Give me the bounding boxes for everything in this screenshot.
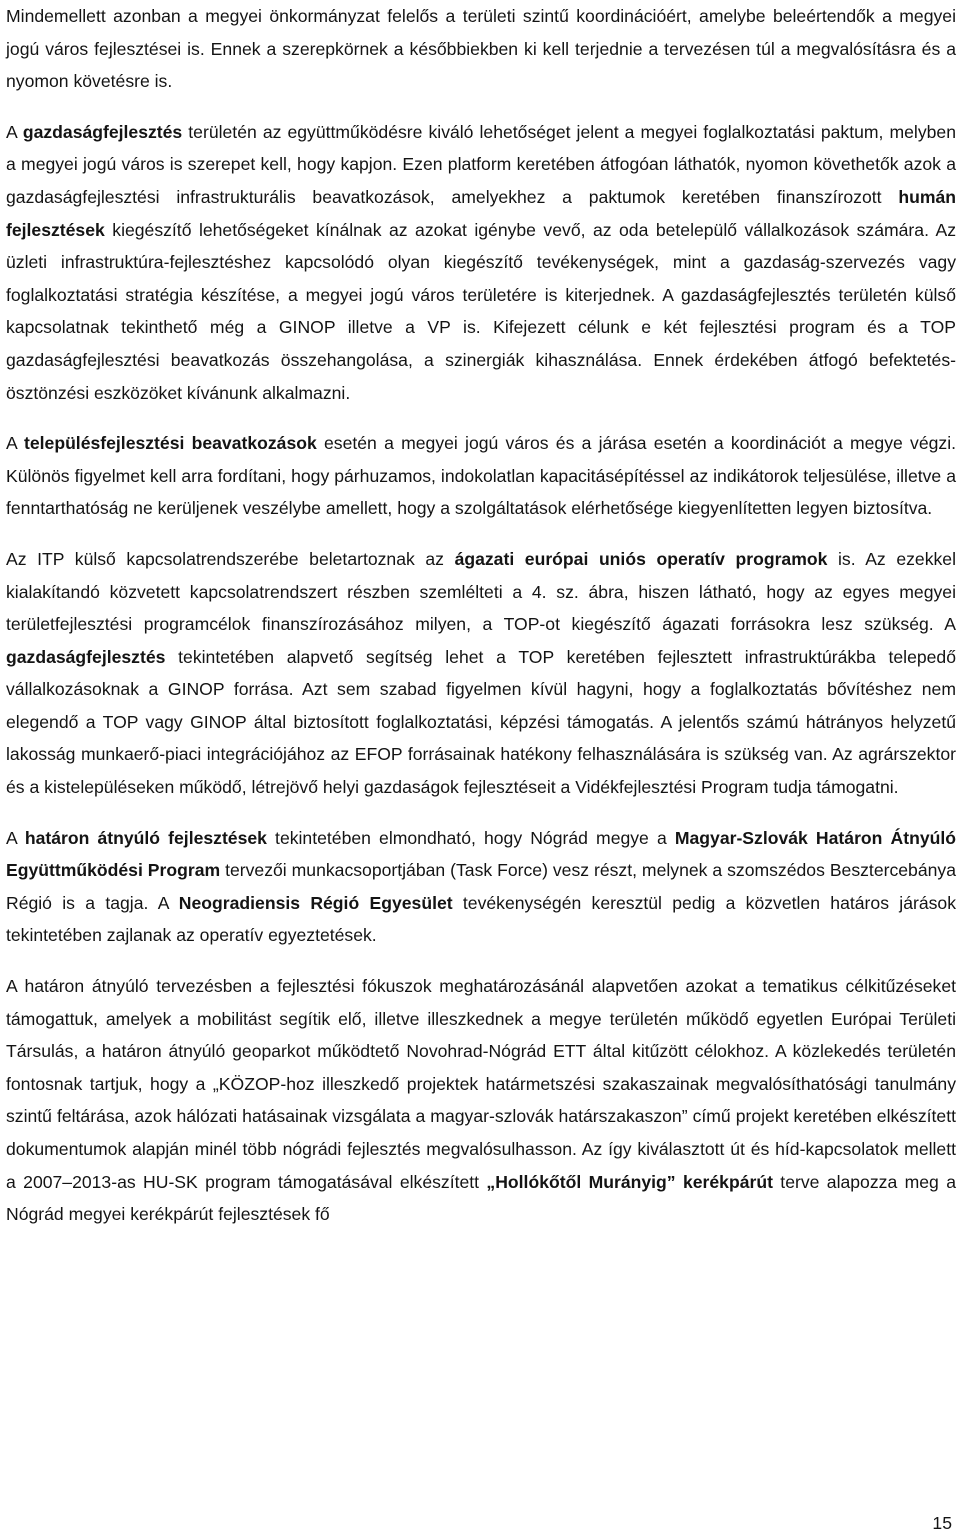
paragraph-cross-border [6,822,956,952]
text: A [6,433,24,454]
text: is. Az ezekkel kialakítandó közvetett kapcsolatrendszert részben szemlélteti a 4. sz. ábra, hiszen látható, hogy az egyes megyei területfejlesztési programcélok finanszírozásához milyen, a TOP-ot kiegészítő ágazati forrásokra lesz szükség. A [6,548,956,635]
paragraph-operational-programs [6,543,956,804]
bold-term: településfejlesztési beavatkozások [24,433,317,454]
page-number: 15 [932,1513,952,1533]
bold-term: humán fejlesztések [6,186,956,240]
document-page [6,0,956,1231]
text: tekintetében elmondható, hogy Nógrád megye a [266,827,675,848]
bold-term: Magyar-Szlovák Határon Átnyúló Együttműködési Program [6,827,956,881]
bold-term: „Hollókőtől Murányig” kerékpárút [486,1171,773,1192]
bold-term: ágazati európai uniós operatív programok [454,548,828,569]
bold-term: gazdaságfejlesztés [22,121,183,142]
bold-term: határon átnyúló fejlesztések [24,827,267,848]
paragraph-cross-border-planning [6,970,956,1231]
text: tervezői munkacsoportjában (Task Force) vesz részt, melynek a szomszédos Besztercebánya Régió is a tagja. A [6,860,956,913]
paragraph-settlement-development [6,427,956,525]
text: tekintetében alapvető segítség lehet a TOP keretében fejlesztett infrastruktúrákba telepedő vállalkozásoknak a GINOP forrása. Azt sem szabad figyelmen kívül hagyni, hogy a foglalkoztatás bővítéshez nem elegendő a TOP vagy GINOP által biztosított foglalkoztatási, képzési támogatás. A jelentős számú hátrányos helyzetű lakosság munkaerő-piaci integrációjához az EFOP forrásainak hatékony felhasználására is szükség van. Az agrárszektor és a kistelepüléseken működő, létrejövő helyi gazdaságok fejlesztéseit a Vidékfejlesztési Program tudja támogatni. [6,646,956,798]
text: A [6,827,25,848]
text: Mindemellett azonban a megyei önkormányzat felelős a területi szintű koordinációért, amelybe beleértendők a megyei jogú város fejlesztései is. Ennek a szerepkörnek a későbbiekben ki kell terjednie a tervezésen túl a megvalósításra és a nyomon követésre is. [6,6,956,92]
text: A [6,121,23,142]
text: A határon átnyúló tervezésben a fejlesztési fókuszok meghatározásánál alapvetően azokat a tematikus célkitűzéseket támogattuk, amelyek a mobilitást segítik elő, illetve illeszkednek a megye területén működő egyetlen Európai Területi Társulás, a határon átnyúló geoparkot működtető Novohrad-Nógrád ETT által kitűzött célokhoz. A közlekedés területén fontosnak tartjuk, hogy a „KÖZOP-hoz illeszkedő projektek határmetszési szakaszainak megvalósíthatósági tanulmány szintű feltárása, azok hálózati hatásainak vizsgálata a magyar-szlovák határszakaszon” című projekt keretében elkészített dokumentumok alapján minél több nógrádi fejlesztés megvalósulhasson. Az így kiválasztott út és híd-kapcsolatok mellett a 2007–2013-as HU-SK program támogatásával elkészített [6,976,956,1192]
text: esetén a megyei jogú város és a járása esetén a koordinációt a megye végzi. Különös figyelmet kell arra fordítani, hogy párhuzamos, indokolatlan kapacitásépítéssel az indikátorok teljesülése, illetve a fenntarthatóság ne kerüljenek veszélybe amellett, hogy a szolgáltatások elérhetősége kiegyenlítetten legyen biztosítva. [6,433,956,519]
text: területén az együttműködésre kiváló lehetőséget jelent a megyei foglalkoztatási paktum, melyben a megyei jogú város is szerepet kell, hogy kapjon. Ezen platform keretében átfogóan láthatók, nyomon követhetők azok a gazdaságfejlesztési infrastrukturális beavatkozások, amelyekhez a paktumok keretében finanszírozott [6,121,956,207]
bold-term: gazdaságfejlesztés [6,646,166,667]
bold-term: Neogradiensis Régió Egyesület [178,892,453,913]
paragraph-coordination [6,0,956,98]
text: kiegészítő lehetőségeket kínálnak az azokat igénybe vevő, az oda betelepülő vállalkozások számára. Az üzleti infrastruktúra-fejlesztéshez kapcsolódó olyan kiegészítő tevékenységek, mint a gazdaság-szervezés vagy foglalkoztatási stratégia készítése, a megyei jogú város területére is kiterjednek. A gazdaságfejlesztés területén külső kapcsolatnak tekinthető még a GINOP illetve a VP is. Kifejezett célunk e két fejlesztési program és a TOP gazdaságfejlesztési beavatkozás összehangolása, a szinergiák kihasználása. Ennek érdekében átfogó befektetés-ösztönzési eszközöket kívánunk alkalmazni. [6,219,956,403]
paragraph-economic-development [6,116,956,409]
text: Az ITP külső kapcsolatrendszerébe beletartoznak az [6,548,455,569]
text: tevékenységén keresztül pedig a közvetlen határos járások tekintetében zajlanak az operatív egyeztetések. [6,892,956,946]
text: terve alapozza meg a Nógrád megyei kerékpárút fejlesztések fő [6,1171,956,1225]
